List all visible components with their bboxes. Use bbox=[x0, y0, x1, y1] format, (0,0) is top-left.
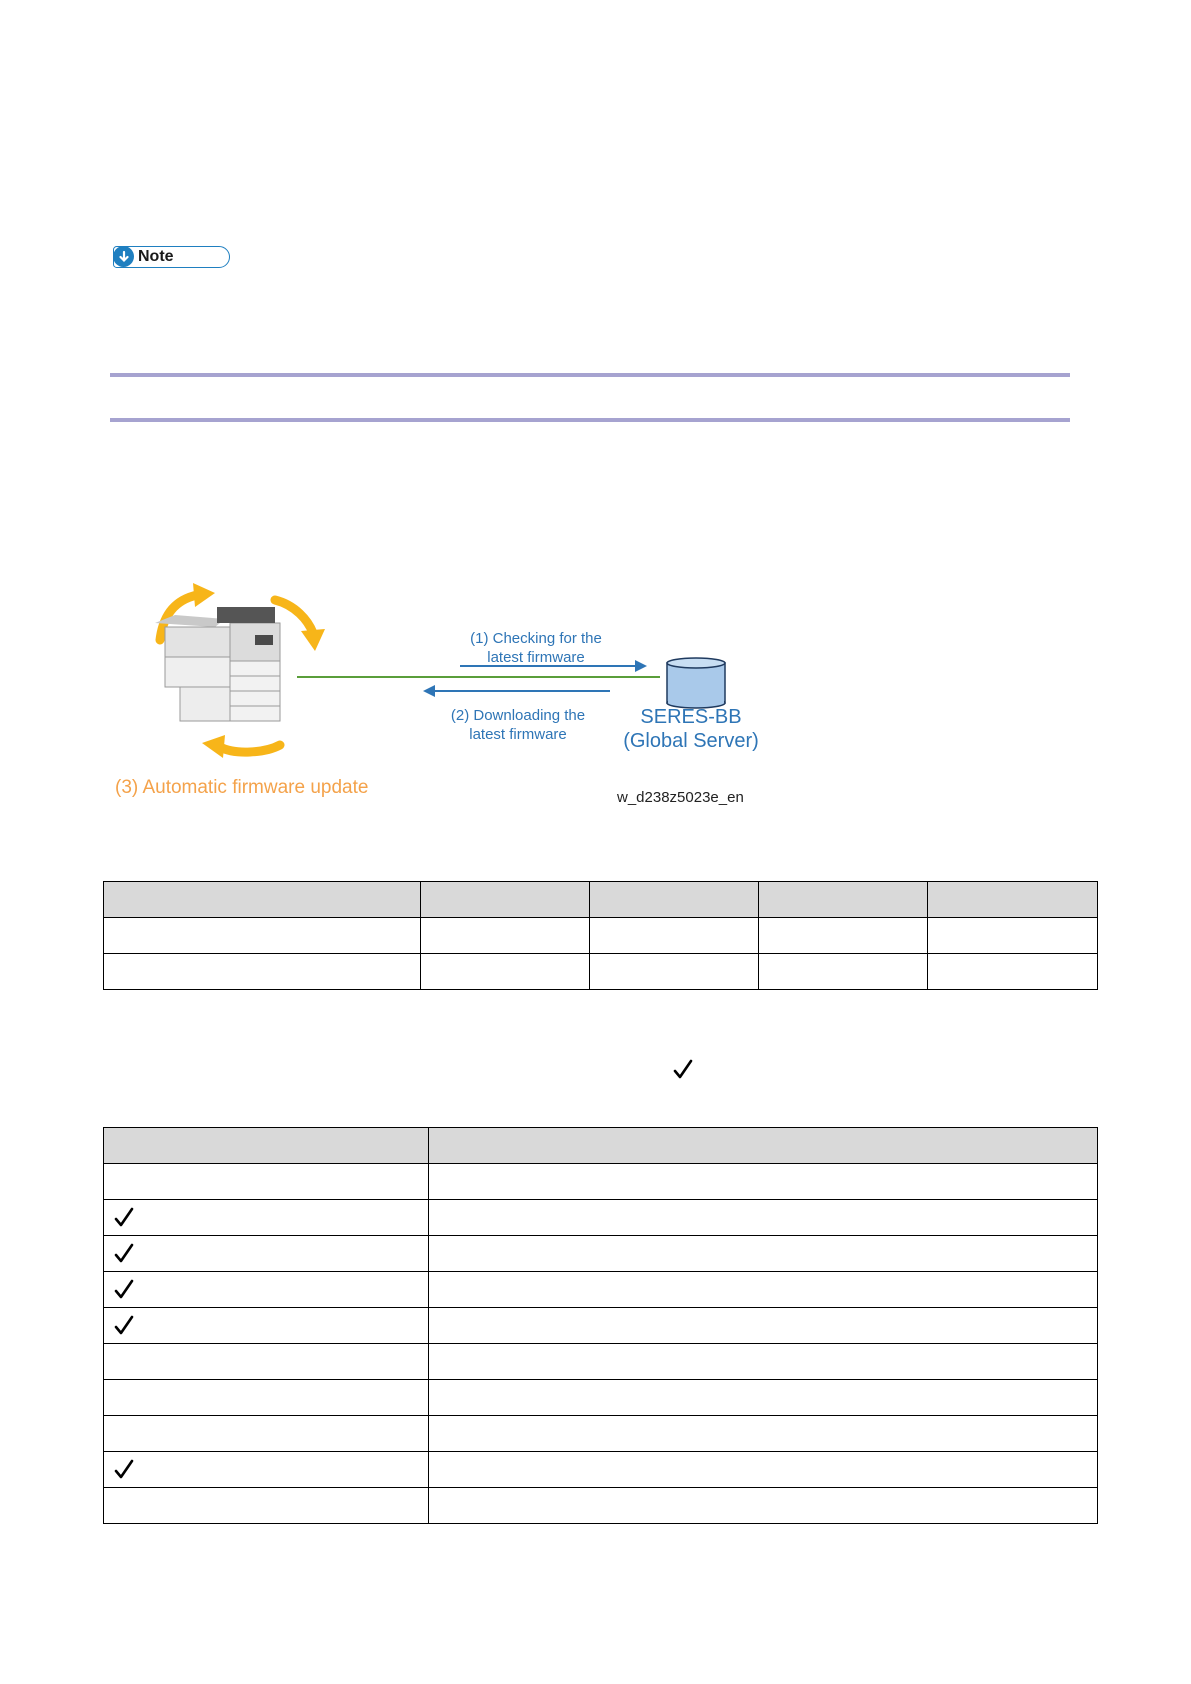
table-1-cell bbox=[928, 882, 1098, 918]
table-2-row bbox=[104, 1236, 1098, 1272]
table-2-desc-cell bbox=[429, 1128, 1098, 1164]
table-1-cell bbox=[759, 918, 928, 954]
database-icon bbox=[667, 658, 725, 708]
check-icon bbox=[114, 1279, 134, 1301]
figure-id: w_d238z5023e_en bbox=[617, 789, 744, 806]
check-icon bbox=[673, 1059, 693, 1081]
table-1-header-row bbox=[104, 882, 1098, 918]
table-2-check-cell bbox=[104, 1416, 429, 1452]
table-2-desc-cell bbox=[429, 1164, 1098, 1200]
table-2-check-cell bbox=[104, 1128, 429, 1164]
table-2-check-cell bbox=[104, 1452, 429, 1488]
step1-line2: latest firmware bbox=[487, 649, 585, 666]
printer-icon bbox=[155, 607, 280, 721]
table-2-row bbox=[104, 1416, 1098, 1452]
table-1-cell bbox=[759, 882, 928, 918]
table-1-cell bbox=[590, 882, 759, 918]
table-2-row bbox=[104, 1200, 1098, 1236]
table-1-cell bbox=[421, 918, 590, 954]
table-1-cell bbox=[421, 882, 590, 918]
table-2-row bbox=[104, 1308, 1098, 1344]
step2-line2: latest firmware bbox=[469, 726, 567, 743]
table-1-cell bbox=[104, 882, 421, 918]
table-2-desc-cell bbox=[429, 1380, 1098, 1416]
table-2-desc-cell bbox=[429, 1200, 1098, 1236]
table-2-check-cell bbox=[104, 1344, 429, 1380]
table-2-check-cell bbox=[104, 1380, 429, 1416]
check-icon bbox=[114, 1243, 134, 1265]
check-icon bbox=[114, 1207, 134, 1229]
table-1-cell bbox=[104, 954, 421, 990]
table-2-check-cell bbox=[104, 1272, 429, 1308]
firmware-update-diagram bbox=[105, 575, 785, 815]
table-2-desc-cell bbox=[429, 1308, 1098, 1344]
table-1-cell bbox=[928, 918, 1098, 954]
table-2-row bbox=[104, 1164, 1098, 1200]
server-name: SERES-BB bbox=[640, 706, 742, 728]
table-2-check-cell bbox=[104, 1488, 429, 1524]
section-rule-top bbox=[110, 373, 1070, 377]
table-2-check-cell bbox=[104, 1308, 429, 1344]
table-1-row bbox=[104, 918, 1098, 954]
table-1-cell bbox=[590, 918, 759, 954]
table-2-check-cell bbox=[104, 1164, 429, 1200]
down-arrow-icon bbox=[113, 246, 134, 267]
table-1-cell bbox=[928, 954, 1098, 990]
table-2-desc-cell bbox=[429, 1236, 1098, 1272]
table-1 bbox=[103, 881, 1098, 990]
table-2-check-cell bbox=[104, 1200, 429, 1236]
step1-line1: (1) Checking for the bbox=[470, 630, 602, 647]
server-desc: (Global Server) bbox=[623, 730, 759, 752]
check-icon bbox=[114, 1315, 134, 1337]
step2-line1: (2) Downloading the bbox=[450, 707, 586, 724]
section-rule-bottom bbox=[110, 418, 1070, 422]
table-2-row bbox=[104, 1452, 1098, 1488]
table-2-desc-cell bbox=[429, 1416, 1098, 1452]
table-2-desc-cell bbox=[429, 1488, 1098, 1524]
table-1-cell bbox=[421, 954, 590, 990]
table-2-header-row bbox=[104, 1128, 1098, 1164]
table-1-cell bbox=[590, 954, 759, 990]
table-1-row bbox=[104, 954, 1098, 990]
note-badge bbox=[113, 246, 230, 268]
step3-label: (3) Automatic firmware update bbox=[115, 777, 369, 798]
table-1-cell bbox=[759, 954, 928, 990]
table-2-row bbox=[104, 1344, 1098, 1380]
table-2-check-cell bbox=[104, 1236, 429, 1272]
table-2-row bbox=[104, 1272, 1098, 1308]
table-2-row bbox=[104, 1380, 1098, 1416]
table-2-row bbox=[104, 1488, 1098, 1524]
table-2-desc-cell bbox=[429, 1344, 1098, 1380]
table-2-desc-cell bbox=[429, 1272, 1098, 1308]
note-label: Note bbox=[138, 248, 174, 265]
table-2-desc-cell bbox=[429, 1452, 1098, 1488]
check-icon bbox=[114, 1459, 134, 1481]
table-1-cell bbox=[104, 918, 421, 954]
table-2 bbox=[103, 1127, 1098, 1524]
